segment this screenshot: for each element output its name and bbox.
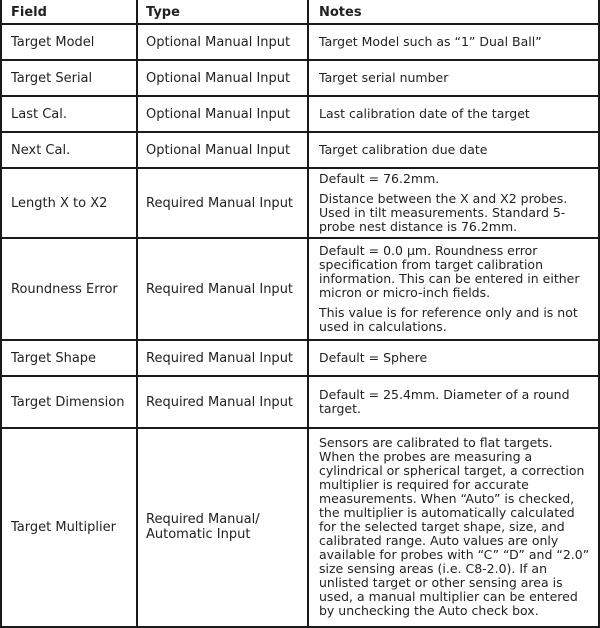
type-cell: Required Manual Input <box>146 195 294 211</box>
table-row <box>0 24 600 60</box>
table-header <box>0 0 600 24</box>
field-cell: Last Cal. <box>11 106 67 122</box>
field-cell: Target Shape <box>11 350 97 366</box>
notes-text: Sensors are calibrated to flat targets. When the probes are measuring a cylindrical or spherical target, a correction multiplier is required for accurate measurements. When “Auto” is checked, the multiplier is automatically calculated for the selected target shape, size, and calibrated range. Auto values are only available for probes with “C” “D” and “2.0” size sensing areas (i.e. C8-2.0). If an unlisted target or other sensing area is used, a manual multiplier can be entered by unchecking the Auto check box. <box>319 435 590 618</box>
grid-line <box>0 167 600 169</box>
table-row <box>0 428 600 626</box>
notes-text: This value is for reference only and is not used in calculations. <box>319 305 578 334</box>
grid-line <box>0 0 2 628</box>
notes-text: Default = Sphere <box>319 350 428 365</box>
notes-text: Target calibration due date <box>319 142 488 157</box>
notes-cell <box>319 60 591 96</box>
notes-text: Default = 25.4mm. Diameter of a round target. <box>319 387 570 416</box>
notes-cell <box>319 340 591 376</box>
table-row <box>0 168 600 238</box>
table-row <box>0 132 600 168</box>
notes-cell <box>319 238 591 340</box>
table-row <box>0 340 600 376</box>
field-cell: Length X to X2 <box>11 195 108 211</box>
notes-text: Default = 76.2mm. <box>319 171 440 186</box>
field-cell: Target Dimension <box>11 394 125 410</box>
grid-line <box>0 237 600 239</box>
notes-cell <box>319 376 591 428</box>
notes-cell <box>319 24 591 60</box>
grid-line <box>0 95 600 97</box>
grid-line <box>307 0 309 628</box>
type-cell: Required Manual Input <box>146 350 294 366</box>
notes-text: Default = 0.0 µm. Roundness error specification from target calibration information. This can be entered in either micron or micro-inch fields. <box>319 243 580 300</box>
table-row <box>0 96 600 132</box>
header-notes: Notes <box>319 5 362 20</box>
grid-line <box>0 59 600 61</box>
notes-cell <box>319 428 591 626</box>
notes-text: Target Model such as “1” Dual Ball” <box>319 34 542 49</box>
notes-text: Distance between the X and X2 probes. Used in tilt measurements. Standard 5-probe nest distance is 76.2mm. <box>319 191 568 234</box>
type-cell: Required Manual/ Automatic Input <box>146 512 260 542</box>
grid-line <box>0 339 600 341</box>
notes-cell <box>319 168 591 238</box>
notes-cell <box>319 132 591 168</box>
field-cell: Target Model <box>11 34 95 50</box>
notes-text: Last calibration date of the target <box>319 106 530 121</box>
grid-line <box>0 131 600 133</box>
header-field: Field <box>11 5 47 20</box>
grid-line <box>0 23 600 25</box>
grid-line <box>136 0 138 628</box>
grid-line <box>0 427 600 429</box>
table-row <box>0 376 600 428</box>
type-cell: Required Manual Input <box>146 281 294 297</box>
type-cell: Optional Manual Input <box>146 34 291 50</box>
type-cell: Optional Manual Input <box>146 106 291 122</box>
notes-cell <box>319 96 591 132</box>
table-row <box>0 60 600 96</box>
type-cell: Optional Manual Input <box>146 70 291 86</box>
notes-text: Target serial number <box>319 70 449 85</box>
header-type: Type <box>146 5 180 20</box>
type-cell: Optional Manual Input <box>146 142 291 158</box>
field-cell: Target Serial <box>11 70 93 86</box>
field-cell: Next Cal. <box>11 142 71 158</box>
table-row <box>0 238 600 340</box>
type-cell: Required Manual Input <box>146 394 294 410</box>
field-cell: Target Multiplier <box>11 519 116 535</box>
field-cell: Roundness Error <box>11 281 118 297</box>
grid-line <box>0 375 600 377</box>
